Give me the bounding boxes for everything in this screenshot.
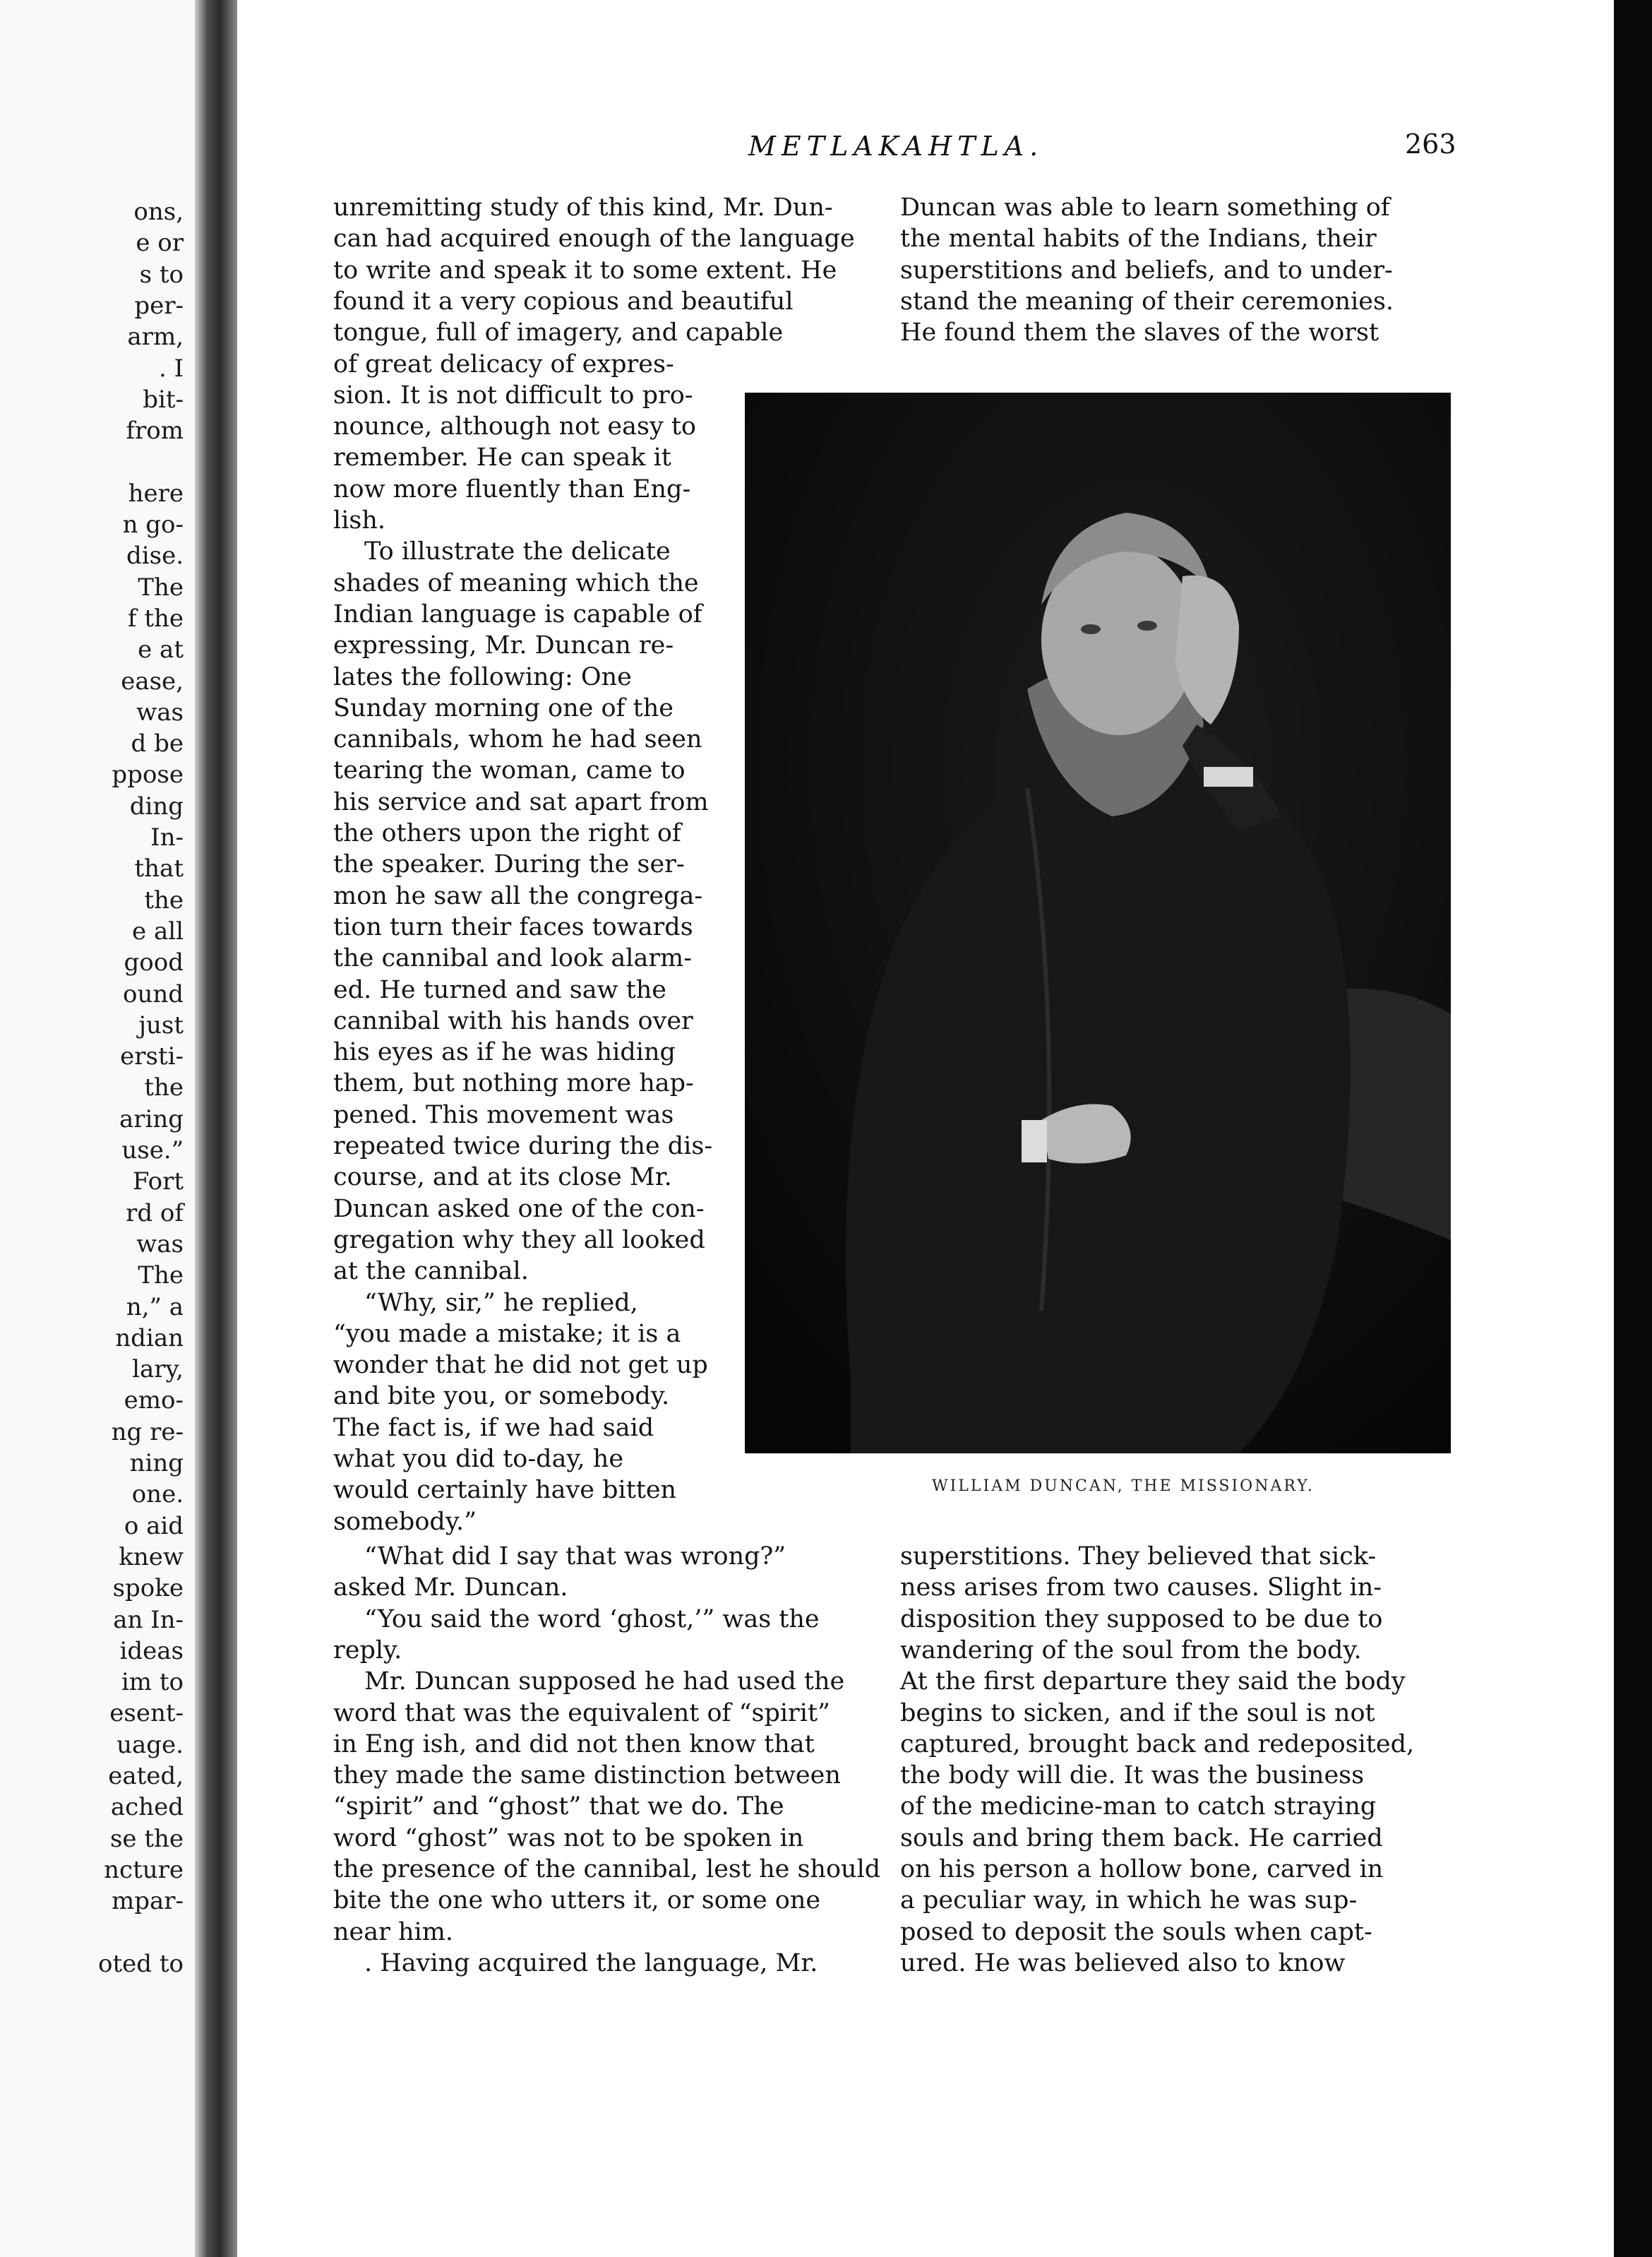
- text-line: his eyes as if he was hiding: [333, 1038, 676, 1067]
- facing-page-text: the: [144, 1073, 184, 1102]
- text-line: wandering of the soul from the body.: [900, 1636, 1362, 1665]
- text-line: at the cannibal.: [333, 1257, 529, 1286]
- text-line: in Eng ish, and did not then know that: [333, 1729, 815, 1758]
- portrait-photo: [745, 393, 1451, 1453]
- text-line: asked Mr. Duncan.: [333, 1573, 568, 1602]
- facing-page-text: Fort: [132, 1167, 184, 1196]
- facing-page-text: e or: [136, 229, 184, 258]
- text-line: “You said the word ‘ghost,’” was the: [364, 1604, 820, 1633]
- facing-page-text: ppose: [112, 761, 184, 790]
- facing-page-text: The: [138, 1261, 184, 1290]
- text-line: his service and sat apart from: [333, 787, 709, 816]
- facing-page-text: ease,: [121, 667, 184, 696]
- text-line: what you did to-day, he: [333, 1445, 624, 1473]
- facing-page-text: In-: [150, 823, 184, 852]
- text-line: wonder that he did not get up: [333, 1351, 708, 1380]
- facing-page-text: uage.: [116, 1730, 184, 1759]
- text-line: the mental habits of the Indians, their: [900, 225, 1377, 254]
- facing-page-text: here: [128, 479, 184, 508]
- facing-page-text: ound: [122, 979, 184, 1008]
- facing-page-text: oted to: [98, 1949, 184, 1978]
- facing-page-text: rd of: [126, 1198, 184, 1227]
- book-gutter: [195, 0, 237, 2257]
- text-line: nounce, although not easy to: [333, 412, 696, 441]
- text-line: Duncan was able to learn something of: [900, 193, 1390, 222]
- text-line: At the first departure they said the body: [900, 1667, 1406, 1696]
- text-line: superstitions and beliefs, and to under-: [900, 256, 1393, 285]
- text-line: can had acquired enough of the language: [333, 225, 855, 254]
- text-line: captured, brought back and redeposited,: [900, 1729, 1415, 1758]
- text-line: gregation why they all looked: [333, 1225, 705, 1254]
- text-line: sion. It is not difficult to pro-: [333, 381, 693, 410]
- facing-page-text: . I: [158, 354, 184, 383]
- facing-page-text: was: [136, 698, 184, 727]
- facing-page-text: an In-: [113, 1605, 184, 1634]
- text-line: shades of meaning which the: [333, 568, 699, 597]
- text-line: found it a very copious and beautiful: [333, 287, 794, 316]
- text-line: “Why, sir,” he replied,: [364, 1288, 638, 1317]
- text-line: a peculiar way, in which he was sup-: [900, 1886, 1358, 1915]
- text-line: lish.: [333, 506, 386, 535]
- facing-page-text: from: [126, 417, 184, 446]
- text-line: Duncan asked one of the con-: [333, 1194, 705, 1223]
- facing-page-text: ons,: [133, 198, 184, 226]
- facing-page-fragment: [0, 0, 198, 2257]
- facing-page-text: ng re-: [111, 1417, 184, 1446]
- text-line: stand the meaning of their ceremonies.: [900, 287, 1394, 316]
- facing-page-text: use.”: [121, 1136, 184, 1165]
- facing-page-text: The: [138, 573, 184, 602]
- facing-page-text: ndian: [115, 1323, 184, 1352]
- text-line: ness arises from two causes. Slight in-: [900, 1573, 1382, 1602]
- text-line: now more fluently than Eng-: [333, 475, 691, 504]
- text-line: of the medicine-man to catch straying: [900, 1792, 1377, 1821]
- facing-page-text: n go-: [122, 511, 184, 539]
- facing-page-text: per-: [134, 291, 184, 320]
- text-line: “you made a mistake; it is a: [333, 1319, 681, 1348]
- text-line: and bite you, or somebody.: [333, 1382, 670, 1411]
- facing-page-text: arm,: [127, 323, 184, 352]
- text-line: would certainly have bitten: [333, 1476, 677, 1505]
- text-line: lates the following: One: [333, 662, 632, 691]
- text-line: He found them the slaves of the worst: [900, 318, 1379, 347]
- text-line: to write and speak it to some extent. He: [333, 256, 837, 285]
- text-line: mon he saw all the congrega-: [333, 881, 703, 910]
- facing-page-text: o aid: [124, 1511, 184, 1540]
- facing-page-text: e at: [138, 636, 184, 665]
- text-line: the cannibal and look alarm-: [333, 944, 693, 973]
- text-line: reply.: [333, 1636, 402, 1665]
- facing-page-text: d be: [131, 729, 184, 758]
- facing-page-text: lary,: [132, 1355, 184, 1384]
- text-line: them, but nothing more hap-: [333, 1069, 694, 1098]
- text-line: somebody.”: [333, 1507, 477, 1536]
- facing-page-text: eated,: [108, 1762, 184, 1790]
- text-line: remember. He can speak it: [333, 443, 671, 472]
- facing-page-text: that: [134, 854, 184, 883]
- text-line: The fact is, if we had said: [333, 1413, 654, 1442]
- text-line: souls and bring them back. He carried: [900, 1823, 1383, 1852]
- facing-page-text: esent-: [109, 1699, 184, 1728]
- facing-page-text: ersti-: [120, 1042, 184, 1071]
- facing-page-text: ncture: [104, 1855, 184, 1884]
- text-line: tongue, full of imagery, and capable: [333, 318, 784, 347]
- facing-page-text: knew: [119, 1542, 184, 1571]
- text-line: the others upon the right of: [333, 819, 681, 847]
- text-line: cannibal with his hands over: [333, 1006, 693, 1035]
- text-line: word that was the equivalent of “spirit”: [333, 1698, 830, 1727]
- running-header: METLAKAHTLA.: [748, 131, 1044, 162]
- text-line: Mr. Duncan supposed he had used the: [364, 1667, 845, 1696]
- facing-page-text: e all: [132, 917, 184, 946]
- text-line: repeated twice during the dis-: [333, 1132, 713, 1160]
- facing-page-text: just: [138, 1011, 184, 1040]
- text-line: expressing, Mr. Duncan re-: [333, 631, 674, 660]
- text-line: begins to sicken, and if the soul is not: [900, 1698, 1375, 1727]
- text-line: ed. He turned and saw the: [333, 975, 667, 1004]
- text-line: on his person a hollow bone, carved in: [900, 1855, 1384, 1883]
- facing-page-text: bit-: [143, 385, 184, 414]
- facing-page-text: dise.: [126, 542, 184, 571]
- text-line: unremitting study of this kind, Mr. Dun-: [333, 193, 833, 222]
- scan-border: [1614, 0, 1652, 2257]
- facing-page-text: s to: [139, 260, 184, 289]
- text-line: To illustrate the delicate: [364, 537, 671, 566]
- text-line: disposition they supposed to be due to: [900, 1604, 1383, 1633]
- facing-page-text: one.: [131, 1480, 184, 1509]
- text-line: “What did I say that was wrong?”: [364, 1542, 786, 1571]
- text-line: cannibals, whom he had seen: [333, 725, 702, 754]
- facing-page-text: spoke: [112, 1574, 184, 1603]
- facing-page-text: good: [124, 948, 184, 977]
- text-line: Sunday morning one of the: [333, 693, 674, 722]
- photo-caption: WILLIAM DUNCAN, THE MISSIONARY.: [932, 1477, 1315, 1495]
- facing-page-text: ding: [129, 792, 184, 821]
- text-line: the body will die. It was the business: [900, 1761, 1365, 1790]
- text-line: bite the one who utters it, or some one: [333, 1886, 821, 1915]
- text-line: pened. This movement was: [333, 1100, 674, 1129]
- text-line: superstitions. They believed that sick-: [900, 1542, 1377, 1571]
- facing-page-text: n,” a: [126, 1292, 184, 1321]
- text-line: word “ghost” was not to be spoken in: [333, 1823, 804, 1852]
- facing-page-text: was: [136, 1229, 184, 1258]
- text-line: the speaker. During the ser-: [333, 850, 685, 879]
- facing-page-text: ning: [129, 1449, 184, 1477]
- facing-page-text: the: [144, 886, 184, 915]
- facing-page-text: emo-: [124, 1386, 184, 1415]
- facing-page-text: mpar-: [111, 1887, 184, 1916]
- text-line: tion turn their faces towards: [333, 912, 693, 941]
- text-line: of great delicacy of expres-: [333, 350, 674, 379]
- text-line: posed to deposit the souls when capt-: [900, 1917, 1372, 1946]
- facing-page-text: aring: [119, 1104, 184, 1133]
- facing-page-text: f the: [127, 604, 184, 633]
- text-line: ured. He was believed also to know: [900, 1948, 1346, 1977]
- text-line: course, and at its close Mr.: [333, 1163, 672, 1192]
- text-line: . Having acquired the language, Mr.: [364, 1948, 818, 1977]
- text-line: tearing the woman, came to: [333, 756, 686, 785]
- page-number: 263: [1405, 129, 1456, 160]
- facing-page-text: ideas: [119, 1636, 184, 1665]
- facing-page-text: im to: [121, 1668, 184, 1697]
- text-line: Indian language is capable of: [333, 600, 702, 629]
- text-line: “spirit” and “ghost” that we do. The: [333, 1792, 784, 1821]
- text-line: the presence of the cannibal, lest he should: [333, 1855, 881, 1883]
- text-line: they made the same distinction between: [333, 1761, 841, 1790]
- facing-page-text: ached: [110, 1793, 184, 1822]
- text-line: near him.: [333, 1917, 454, 1946]
- facing-page-text: se the: [109, 1824, 184, 1853]
